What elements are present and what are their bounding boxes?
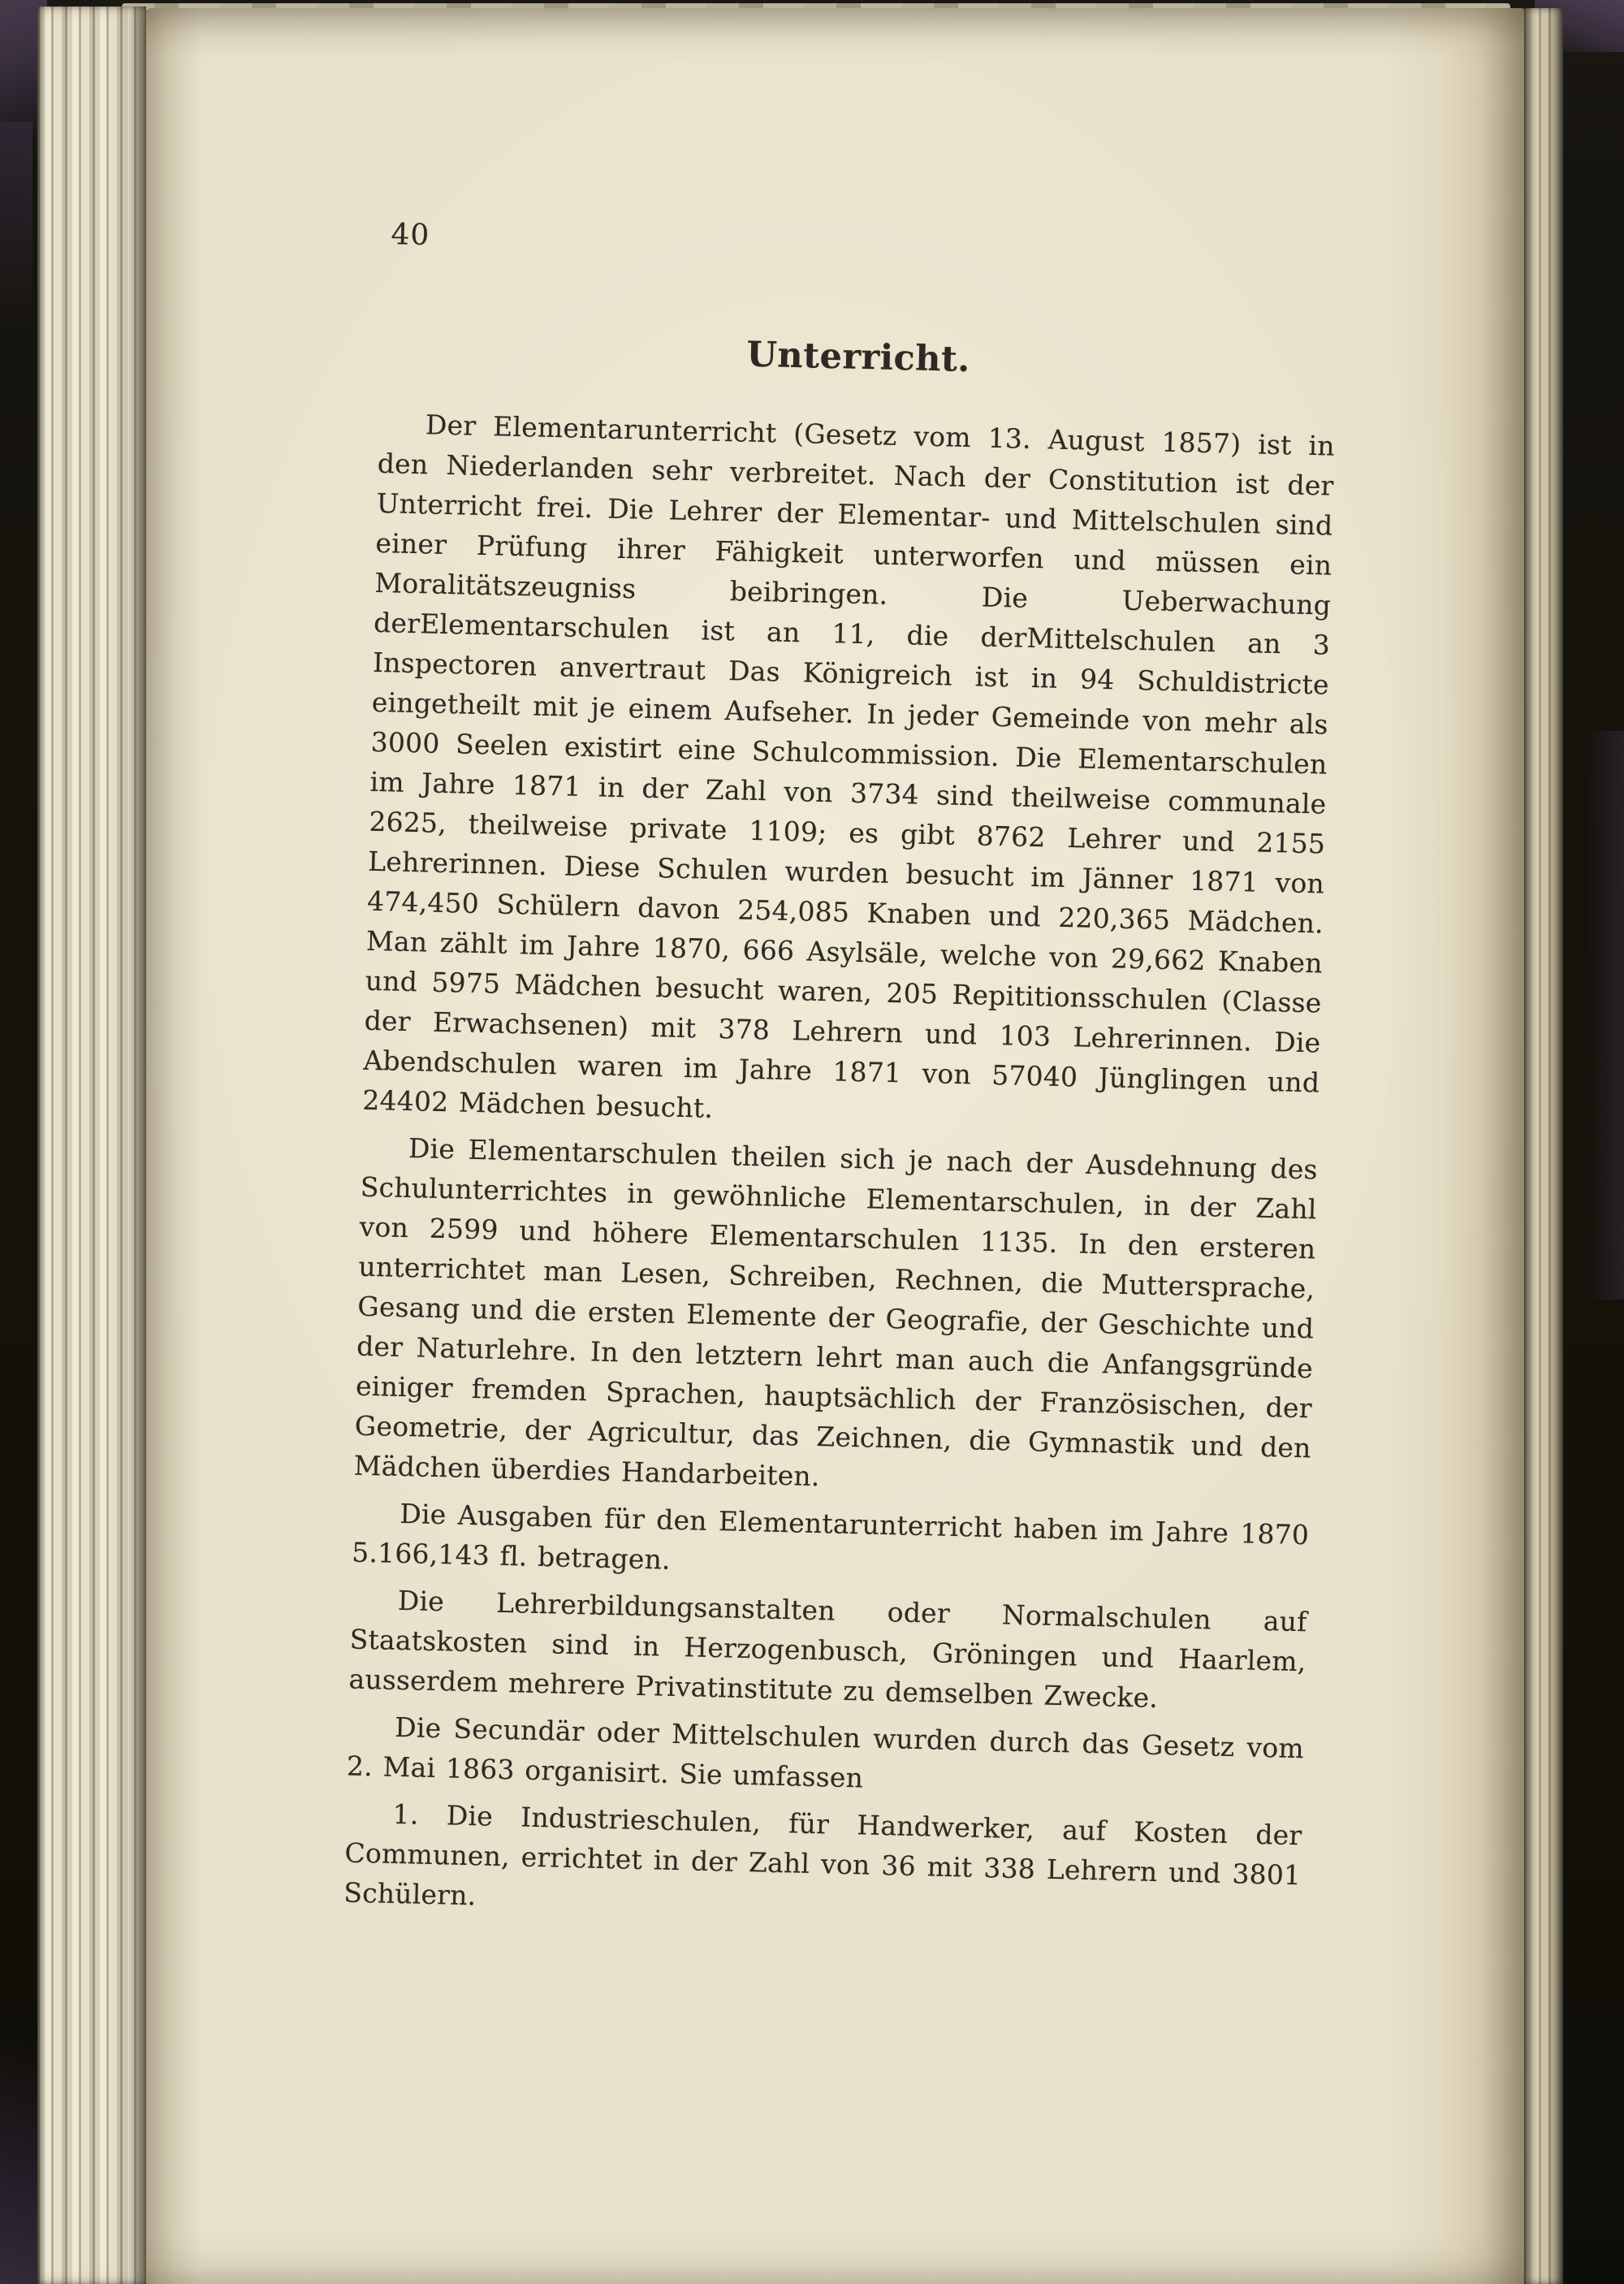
section-heading: Unterricht. xyxy=(745,334,971,381)
cover-edge-left xyxy=(0,122,32,333)
paragraph-ausgaben: Die Ausgaben für den Elementarunterricht haben im Jahre 1870 5.166,143 fl. betragen. xyxy=(351,1497,1310,1576)
page-edges-right xyxy=(1524,8,1563,2284)
paragraph-industrieschulen: 1. Die Industrieschulen, für Handwerker, auf Kosten der Communen, errichtet in der Zahl von 36 mit 338 Lehrern und 3801 Schülern. xyxy=(343,1797,1302,1912)
page-stack-left xyxy=(37,6,146,2284)
paragraph-elementarunterricht: Der Elementarunterricht (Gesetz vom 13. August 1857) ist in den Niederlanden sehr verbreitet. Nach der Constitution ist der Unterricht frei. Die Lehrer der Elementar- und Mittelschulen sind einer Prüfung ihrer Fähigkeit unterworfen und müssen ein Moralitätszeugniss beibringen. Die Ueberwachung derElementarschulen ist an 11, die derMittelschulen an 3 Inspectoren anvertraut Das Königreich ist in 94 Schuldistricte eingetheilt mit je einem Aufseher. In jeder Gemeinde von mehr als 3000 Seelen existirt eine Schulcommission. Die Elementarschulen im Jahre 1871 in der Zahl von 3734 sind theilweise communale 2625, theilweise private 1109; es gibt 8762 Lehrer und 2155 Lehrerinnen. Diese Schulen wurden besucht im Jänner 1871 von 474,450 Schülern davon 254,085 Knaben und 220,365 Mädchen. Man zählt im Jahre 1870, 666 Asylsäle, welche von 29,662 Knaben und 5975 Mädchen besucht waren, 205 Repititionsschulen (Classe der Erwachsenen) mit 378 Lehrern und 103 Lehrerinnen. Die Abendschulen waren im Jahre 1871 von 57040 Jünglingen und 24402 Mädchen besucht. xyxy=(361,409,1336,1124)
cover-corner-bottom-left xyxy=(0,2040,42,2284)
paragraph-lehrerbildungsanstalten: Die Lehrerbildungsanstalten oder Normalschulen auf Staatskosten sind in Herzogenbusch, Gröningen und Haarlem, ausserdem mehrere Privatinstitute zu demselben Zwecke. xyxy=(348,1584,1308,1714)
scanned-text-block xyxy=(343,218,1340,1942)
page-number: 40 xyxy=(391,218,430,253)
paragraph-elementarschulen-arten: Die Elementarschulen theilen sich je nach der Ausdehnung des Schulunterrichtes in gewöhnliche Elementarschulen, in der Zahl von 2599 und höhere Elementarschulen 1135. In den ersteren unterrichtet man Lesen, Schreiben, Rechnen, die Muttersprache, Gesang und die ersten Elemente der Geografie, der Geschichte und der Naturlehre. In den letztern lehrt man auch die Anfangsgründe einiger fremden Sprachen, hauptsächlich der Französischen, der Geometrie, der Agricultur, das Zeichnen, die Gymnastik und den Mädchen überdies Handarbeiten. xyxy=(353,1132,1319,1493)
book-page xyxy=(146,8,1524,2284)
cover-edge-right xyxy=(1587,731,1624,1300)
paragraph-secundaerschulen: Die Secundär oder Mittelschulen wurden durch das Gesetz vom 2. Mai 1863 organisirt. Sie umfassen xyxy=(346,1711,1305,1794)
